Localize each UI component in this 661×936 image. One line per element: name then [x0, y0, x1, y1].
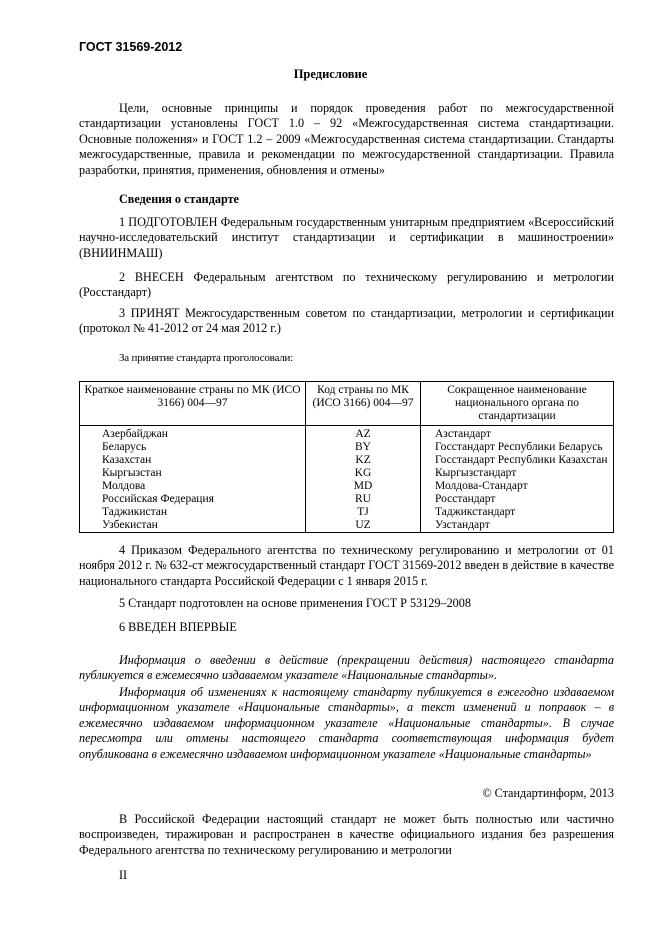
- standards-body-cell: Азстандарт: [421, 426, 614, 442]
- standards-body-cell: Росстандарт: [421, 493, 614, 506]
- country-name-cell: Кыргызстан: [80, 467, 306, 480]
- page-title: Предисловие: [293, 67, 368, 81]
- item-1-paragraph: 1 ПОДГОТОВЛЕН Федеральным государственным унитарным предприятием «Всероссийский научно-исследовательский институт стандартизации и сертификации в машиностроении» (ВНИИНМАШ): [79, 215, 614, 260]
- standard-code-header: ГОСТ 31569-2012: [79, 40, 183, 54]
- country-name-cell: Молдова: [80, 480, 306, 493]
- country-code-cell: AZ: [306, 426, 421, 442]
- table-row: [80, 506, 614, 519]
- country-code-cell: UZ: [306, 519, 421, 533]
- table-header-cell: Краткое наименование страны по МК (ИСО 3166) 004—97: [80, 382, 306, 426]
- standards-body-cell: Кыргызстандарт: [421, 467, 614, 480]
- country-code-cell: RU: [306, 493, 421, 506]
- item-6-paragraph: 6 ВВЕДЕН ВПЕРВЫЕ: [119, 620, 237, 634]
- item-2-paragraph: 2 ВНЕСЕН Федеральным агентством по техническому регулированию и метрологии (Росстандарт): [79, 270, 614, 300]
- country-name-cell: Узбекистан: [80, 519, 306, 533]
- table-row: [80, 441, 614, 454]
- copyright-line: © Стандартинформ, 2013: [482, 786, 614, 800]
- section-subheading: Сведения о стандарте: [119, 192, 239, 206]
- vote-line: За принятие стандарта проголосовали:: [119, 352, 294, 364]
- country-name-cell: Беларусь: [80, 441, 306, 454]
- item-4-paragraph: 4 Приказом Федерального агентства по техническому регулированию и метрологии от 01 ноября 2012 г. № 632-ст межгосударственный стандарт ГОСТ 31569-2012 введен в действие в качестве национального стандарта Российской Федерации с 1 января 2015 г.: [79, 543, 614, 588]
- country-code-cell: BY: [306, 441, 421, 454]
- table-header-cell: Код страны по МК (ИСО 3166) 004—97: [306, 382, 421, 426]
- table-row: [80, 519, 614, 533]
- item-3-paragraph: 3 ПРИНЯТ Межгосударственным советом по стандартизации, метрологии и сертификации (протокол № 41-2012 от 24 мая 2012 г.): [79, 306, 614, 336]
- country-code-cell: KZ: [306, 454, 421, 467]
- standards-body-cell: Госстандарт Республики Беларусь: [421, 441, 614, 454]
- country-code-cell: TJ: [306, 506, 421, 519]
- country-name-cell: Азербайджан: [80, 426, 306, 442]
- standards-body-cell: Молдова-Стандарт: [421, 480, 614, 493]
- table-row: [80, 493, 614, 506]
- country-name-cell: Российская Федерация: [80, 493, 306, 506]
- standards-body-cell: Узстандарт: [421, 519, 614, 533]
- rights-paragraph: В Российской Федерации настоящий стандарт не может быть полностью или частично воспроизведен, тиражирован и распространен в качестве официального издания без разрешения Федерального агентства по техническому регулированию и метрологии: [79, 812, 614, 857]
- item-5-paragraph: 5 Стандарт подготовлен на основе применения ГОСТ Р 53129–2008: [119, 596, 471, 610]
- notice-paragraph-1: Информация о введении в действие (прекращении действия) настоящего стандарта публикуется в ежемесячно издаваемом указателе «Национальные стандарты».: [79, 653, 614, 683]
- notice-paragraph-2: Информация об изменениях к настоящему стандарту публикуется в ежегодно издаваемом информационном указателе «Национальные стандарты», а текст изменений и поправок – в ежемесячно издаваемом информационном указателе «Национальные стандарты». В случае пересмотра или отмены настоящего стандарта соответствующая информация будет опубликована в ежемесячно издаваемом информационном указателе «Национальные стандарты»: [79, 685, 614, 761]
- country-name-cell: Таджикистан: [80, 506, 306, 519]
- country-code-cell: KG: [306, 467, 421, 480]
- standards-body-cell: Госстандарт Республики Казахстан: [421, 454, 614, 467]
- table-row: [80, 480, 614, 493]
- page-number: II: [119, 868, 128, 882]
- standards-body-cell: Таджикстандарт: [421, 506, 614, 519]
- table-header-cell: Сокращенное наименование национального органа по стандартизации: [421, 382, 614, 426]
- table-header-row: [80, 382, 614, 426]
- country-code-cell: MD: [306, 480, 421, 493]
- country-name-cell: Казахстан: [80, 454, 306, 467]
- table-row: [80, 454, 614, 467]
- table-row: [80, 426, 614, 442]
- table-row: [80, 467, 614, 480]
- intro-paragraph: Цели, основные принципы и порядок проведения работ по межгосударственной стандартизации установлены ГОСТ 1.0 – 92 «Межгосударственная система стандартизации. Основные положения» и ГОСТ 1.2 – 2009 «Межгосударственная система стандартизации. Стандарты межгосударственные, правила и рекомендации по межгосударственной стандартизации. Правила разработки, принятия, применения, обновления и отмены»: [79, 101, 614, 177]
- voting-table: [79, 381, 614, 533]
